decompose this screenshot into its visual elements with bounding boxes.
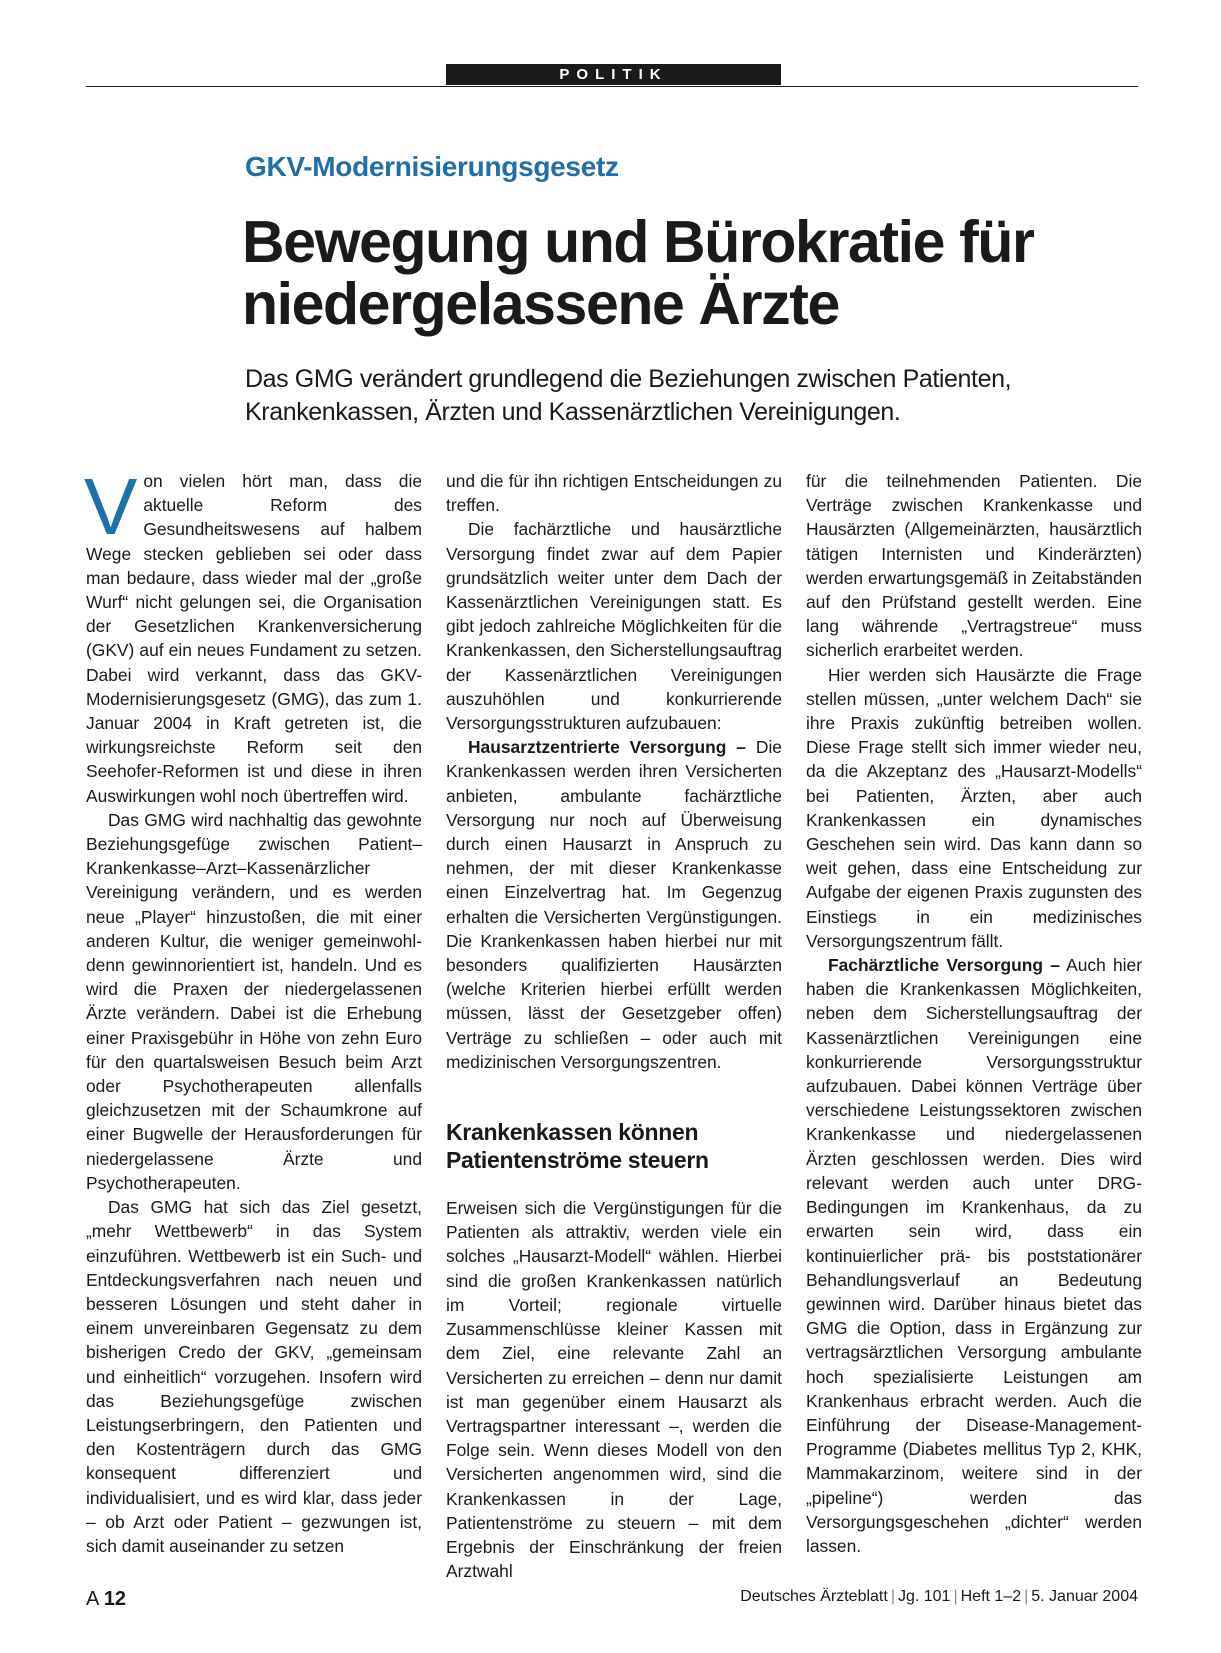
paragraph: für die teilnehmenden Patienten. Die Verträge zwischen Krankenkasse und Hausärzten (Allgemeinärzten, hausärztlich tätigen Internisten und Kinderärzten) werden erwartungsgemäß in Zeitabständen auf den Prüfstand gestellt werden. Eine lang währende „Vertragstreue“ muss sicherlich erarbeitet werden.	[806, 471, 1142, 661]
page-number-value: 12	[103, 1588, 127, 1610]
paragraph: Das GMG hat sich das Ziel gesetzt, „mehr Wettbewerb“ in das System einzuführen. Wettbewerb ist ein Such- und Entdeckungsverfahren nach neuen und besseren Lösungen und steht daher in einem unvereinbaren Gegensatz zu dem bisherigen Credo der GKV, „gemeinsam und einheitlich“ vorzugehen. Insofern wird das Beziehungsgefüge zwischen Leistungserbringern, den Patienten und den Kostenträgern durch das GMG konsequent differenziert und individualisiert, und es wird klar, dass jeder – ob Arzt oder Patient – gezwungen ist, sich damit auseinander zu setzen	[86, 1197, 422, 1556]
headline-line-2: niedergelassene Ärzte	[242, 271, 839, 337]
paragraph	[806, 953, 1142, 1558]
section-label: POLITIK	[446, 64, 781, 85]
paragraph: Hier werden sich Hausärzte die Frage stellen müssen, „unter welchem Dach“ sie ihre Praxis zukünftig betreiben wollen. Diese Frage stellt sich immer wieder neu, da die Akzeptanz des „Hausarzt-Modells“ bei Patienten, Ärzten, aber auch Krankenkassen ein dynamisches Geschehen sein wird. Das kann dann so weit gehen, dass eine Entscheidung zur Aufgabe der eigenen Praxis zugunsten des Einstiegs in ein medizinisches Versorgungszentrum fällt.	[806, 664, 1142, 951]
article-headline	[242, 211, 1122, 335]
journal-issue: Heft 1–2	[960, 1588, 1022, 1605]
headline-line-1: Bewegung und Bürokratie für	[242, 209, 1034, 275]
paragraph	[446, 735, 782, 1074]
run-in-heading: Hausarztzentrierte Versorgung –	[468, 737, 746, 758]
separator: |	[1024, 1588, 1029, 1605]
subhead-line-2: Patientenströme steuern	[446, 1147, 709, 1174]
lead-line-2: Krankenkassen, Ärzten und Kassenärztlichen Vereinigungen.	[245, 398, 901, 426]
separator: |	[890, 1588, 895, 1605]
journal-citation	[740, 1588, 1138, 1606]
paragraph: Erweisen sich die Vergünstigungen für die Patienten als attraktiv, werden viele ein solches „Hausarzt-Modell“ wählen. Hierbei sind die großen Krankenkassen natürlich im Vorteil; regionale virtuelle Zusammenschlüsse kleiner Kassen mit dem Ziel, eine relevante Zahl an Versicherten zu erreichen – denn nur damit ist man gegenüber einem Hausarzt als Vertragspartner interessant –, werden die Folge sein. Wenn dieses Modell von den Versicherten angenommen wird, sind die Krankenkassen in der Lage, Patientenströme zu steuern – mit dem Ergebnis der Einschränkung der freien Arztwahl	[446, 1198, 782, 1582]
text-column-1	[84, 462, 422, 1558]
page-prefix: A	[86, 1588, 99, 1610]
page-number	[86, 1588, 126, 1611]
paragraph: Das GMG wird nachhaltig das gewohnte Beziehungsgefüge zwischen Patient–Krankenkasse–Arzt–Kassenärzlicher Vereinigung verändern, und es werden neue „Player“ hinzustoßen, die mit einer anderen Kultur, die weniger gemeinwohl- denn gewinnorientiert ist, handeln. Und es wird die Praxen der niedergelassenen Ärzte verändern. Dabei ist die Erhebung einer Praxisgebühr in Höhe von zehn Euro für den quartalsweisen Besuch beim Arzt oder Psychotherapeuten allenfalls gleichzusetzen mit der Schaumkrone auf einer Bugwelle der Herausforderungen für niedergelassene Ärzte und Psychotherapeuten.	[86, 809, 422, 1193]
lead-line-1: Das GMG verändert grundlegend die Beziehungen zwischen Patienten,	[245, 365, 1012, 393]
journal-date: 5. Januar 2004	[1031, 1588, 1138, 1605]
article-lead	[245, 363, 1105, 429]
run-in-heading: Fachärztliche Versorgung –	[828, 955, 1060, 976]
journal-volume: Jg. 101	[897, 1588, 951, 1605]
paragraph-text: Auch hier haben die Krankenkassen Möglichkeiten, neben dem Sicherstellungsauftrag der Kassenärztlichen Vereinigungen eine konkurrierende Versorgungsstruktur aufzubauen. Dabei können Verträge über verschiedene Leistungssektoren zwischen Krankenkasse und niedergelassenen Ärzten geschlossen werden. Dies wird relevant werden auch unter DRG-Bedingungen im Krankenhaus, da zu erwarten sein wird, dass ein kontinuierlicher prä- bis poststationärer Behandlungsverlauf an Bedeutung gewinnen wird. Darüber hinaus bietet das GMG die Option, dass in Ergänzung zur vertragsärztlichen Versorgung ambulante hoch spezialisierte Leistungen am Krankenhaus erbracht werden. Auch die Einführung der Disease-Management-Programme (Diabetes mellitus Typ 2, KHK, Mammakarzinom, weitere sind in der „pipeline“) werden das Versorgungsgeschehen „dichter“ werden lassen.	[806, 955, 1142, 1556]
header-rule	[86, 86, 1138, 87]
text-column-2	[446, 469, 782, 1583]
paragraph	[84, 462, 422, 808]
separator: |	[953, 1588, 958, 1605]
paragraph: und die für ihn richtigen Entscheidungen zu treffen.	[446, 471, 782, 516]
section-subhead	[446, 1118, 782, 1174]
paragraph-text: on vielen hört man, dass die aktuelle Reform des Gesundheitswesens auf halbem Wege stecken geblieben sei oder dass man bedaure, dass wieder mal der „große Wurf“ nicht gelungen sei, die Organisation der Gesetzlichen Krankenversicherung (GKV) auf ein neues Fundament zu setzen. Dabei wird verkannt, dass das GKV-Modernisierungsgesetz (GMG), das zum 1. Januar 2004 in Kraft getreten ist, die wirkungsreichste Reform seit den Seehofer-Reformen ist und diese in ihren Auswirkungen wohl noch übertreffen wird.	[86, 471, 422, 806]
article-kicker: GKV-Modernisierungsgesetz	[245, 151, 619, 182]
journal-name: Deutsches Ärzteblatt	[740, 1588, 888, 1605]
text-column-3	[806, 469, 1142, 1558]
drop-cap: V	[84, 462, 138, 551]
paragraph: Die fachärztliche und hausärztliche Versorgung findet zwar auf dem Papier grundsätzlich weiter unter dem Dach der Kassenärztlichen Vereinigungen statt. Es gibt jedoch zahlreiche Möglichkeiten für die Krankenkassen, den Sicherstellungsauftrag der Kassenärztlichen Vereinigungen auszuhöhlen und konkurrierende Versorgungsstrukturen aufzubauen:	[446, 519, 782, 734]
paragraph-text: Die Krankenkassen werden ihren Versicherten anbieten, ambulante fachärztliche Versorgung nur noch auf Überweisung durch einen Hausarzt in Anspruch zu nehmen, der mit dieser Krankenkasse einen Einzelvertrag hat. Im Gegenzug erhalten die Versicherten Vergünstigungen. Die Krankenkassen haben hierbei nur mit besonders qualifizierten Hausärzten (welche Kriterien hierbei erfüllt werden müssen, lässt der Gesetzgeber offen) Verträge zu schließen – oder auch mit medizinischen Versorgungszentren.	[446, 737, 782, 1072]
subhead-line-1: Krankenkassen können	[446, 1119, 699, 1146]
